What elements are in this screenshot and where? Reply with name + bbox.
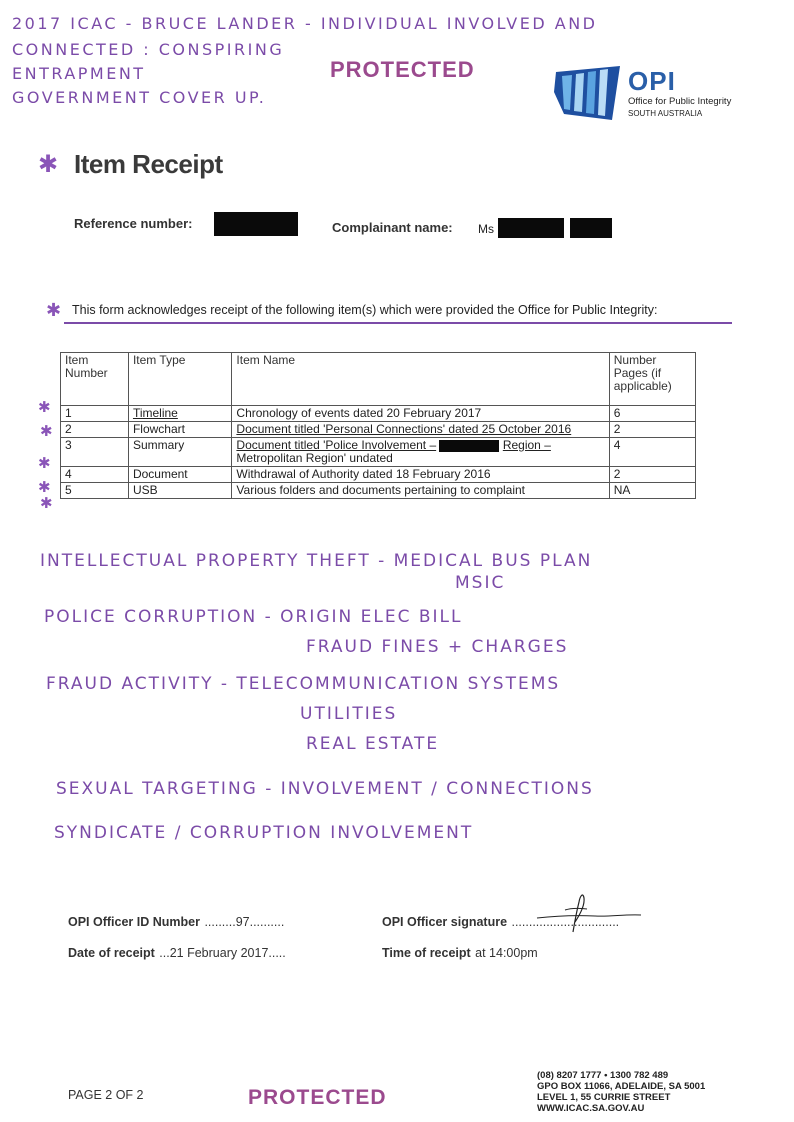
complainant-name-redaction-1 [498, 218, 564, 238]
officer-signature-line: ............................... [511, 915, 620, 929]
item-name-part-2: Region – [502, 438, 551, 452]
header-item-type: Item Type [128, 353, 231, 406]
handwritten-note-line: SEXUAL TARGETING - INVOLVEMENT / CONNECTIONS [56, 779, 594, 799]
item-pages: 2 [609, 422, 695, 438]
table-row [61, 467, 696, 483]
item-number: 2 [61, 422, 129, 438]
item-type: Flowchart [128, 422, 231, 438]
date-of-receipt-field [68, 944, 286, 962]
header-number-pages: Number Pages (if applicable) [609, 353, 695, 406]
item-name: Chronology of events dated 20 February 2017 [232, 406, 609, 422]
item-name: Various folders and documents pertaining to complaint [232, 483, 609, 499]
handwritten-note-line: UTILITIES [300, 704, 398, 724]
table-row [61, 483, 696, 499]
contact-address: LEVEL 1, 55 CURRIE STREET [537, 1092, 671, 1103]
item-name [232, 438, 609, 467]
handwritten-header-line-1: 2017 ICAC - BRUCE LANDER - INDIVIDUAL INVOLVED AND [12, 14, 598, 33]
item-number: 3 [61, 438, 129, 467]
officer-signature-label: OPI Officer signature [382, 915, 508, 929]
item-pages: 4 [609, 438, 695, 467]
table-row [61, 438, 696, 467]
handwritten-star-mark: ✱ [40, 495, 53, 512]
handwritten-note-line: INTELLECTUAL PROPERTY THEFT - MEDICAL BUS PLAN [40, 551, 593, 571]
page-number: PAGE 2 OF 2 [68, 1088, 144, 1102]
item-pages: NA [609, 483, 695, 499]
item-pages: 2 [609, 467, 695, 483]
items-table [60, 352, 696, 499]
handwritten-star-mark: ✱ [40, 423, 53, 440]
complainant-name-redaction-2 [570, 218, 612, 238]
opi-logo-state: SOUTH AUSTRALIA [628, 109, 703, 118]
opi-logo-acronym: OPI [628, 66, 676, 96]
item-type: Timeline [128, 406, 231, 422]
protected-stamp-top: PROTECTED [330, 57, 475, 82]
handwritten-star-mark: ✱ [38, 151, 59, 178]
table-row [61, 406, 696, 422]
handwritten-star-mark: ✱ [38, 455, 51, 472]
handwritten-header-line-2: CONNECTED : CONSPIRING [12, 40, 285, 59]
table-row [61, 422, 696, 438]
region-redaction [439, 440, 499, 452]
handwritten-note-line: FRAUD ACTIVITY - TELECOMMUNICATION SYSTEMS [46, 674, 561, 694]
item-pages: 6 [609, 406, 695, 422]
complainant-prefix: Ms [478, 222, 494, 236]
complainant-name-label: Complainant name: [332, 220, 453, 235]
opi-logo [552, 64, 772, 124]
officer-id-field [68, 913, 284, 931]
date-of-receipt-label: Date of receipt [68, 946, 155, 960]
item-type: Document [128, 467, 231, 483]
header-item-name: Item Name [232, 353, 609, 406]
handwritten-header-line-4: GOVERNMENT COVER UP. [12, 88, 267, 107]
handwritten-note-line: REAL ESTATE [306, 734, 440, 754]
contact-block [537, 1070, 705, 1114]
opi-logo-icon [552, 64, 624, 122]
handwritten-underline [64, 322, 732, 324]
handwritten-note-line: SYNDICATE / CORRUPTION INVOLVEMENT [54, 823, 474, 843]
item-number: 4 [61, 467, 129, 483]
handwritten-note-line: FRAUD FINES + CHARGES [306, 637, 569, 657]
contact-postal: GPO BOX 11066, ADELAIDE, SA 5001 [537, 1081, 706, 1092]
item-type: Summary [128, 438, 231, 467]
officer-id-value: .........97.......... [204, 915, 285, 929]
item-number: 5 [61, 483, 129, 499]
item-number: 1 [61, 406, 129, 422]
item-name: Document titled 'Personal Connections' dated 25 October 2016 [232, 422, 609, 438]
officer-signature-mark [535, 888, 645, 936]
reference-number-label: Reference number: [74, 216, 193, 231]
handwritten-note-line: POLICE CORRUPTION - ORIGIN ELEC BILL [44, 607, 463, 627]
handwritten-star-mark: ✱ [46, 300, 62, 320]
opi-logo-name: Office for Public Integrity [628, 96, 732, 107]
acknowledgement-text: This form acknowledges receipt of the following item(s) which were provided the Office for Public Integrity: [72, 303, 658, 317]
item-type: USB [128, 483, 231, 499]
time-of-receipt-value: at 14:00pm [475, 946, 538, 960]
handwritten-star-mark: ✱ [38, 399, 51, 416]
form-title: Item Receipt [74, 149, 223, 179]
reference-number-redaction [214, 212, 298, 236]
handwritten-note-line: MSIC [455, 573, 506, 593]
handwritten-header-line-3: ENTRAPMENT [12, 64, 146, 83]
time-of-receipt-label: Time of receipt [382, 946, 471, 960]
date-of-receipt-value: ...21 February 2017..... [159, 946, 286, 960]
contact-website: WWW.ICAC.SA.GOV.AU [537, 1103, 645, 1114]
table-header-row [61, 353, 696, 406]
officer-id-label: OPI Officer ID Number [68, 915, 200, 929]
time-of-receipt-field [382, 944, 538, 962]
item-name: Withdrawal of Authority dated 18 February 2016 [232, 467, 609, 483]
protected-stamp-bottom: PROTECTED [248, 1086, 387, 1109]
handwritten-star-mark: ✱ [38, 479, 51, 496]
item-name-part-3: Metropolitan Region' undated [236, 451, 393, 465]
contact-phone: (08) 8207 1777 • 1300 782 489 [537, 1070, 669, 1081]
item-name-part-1: Document titled 'Police Involvement – [236, 438, 437, 452]
header-item-number: Item Number [61, 353, 129, 406]
